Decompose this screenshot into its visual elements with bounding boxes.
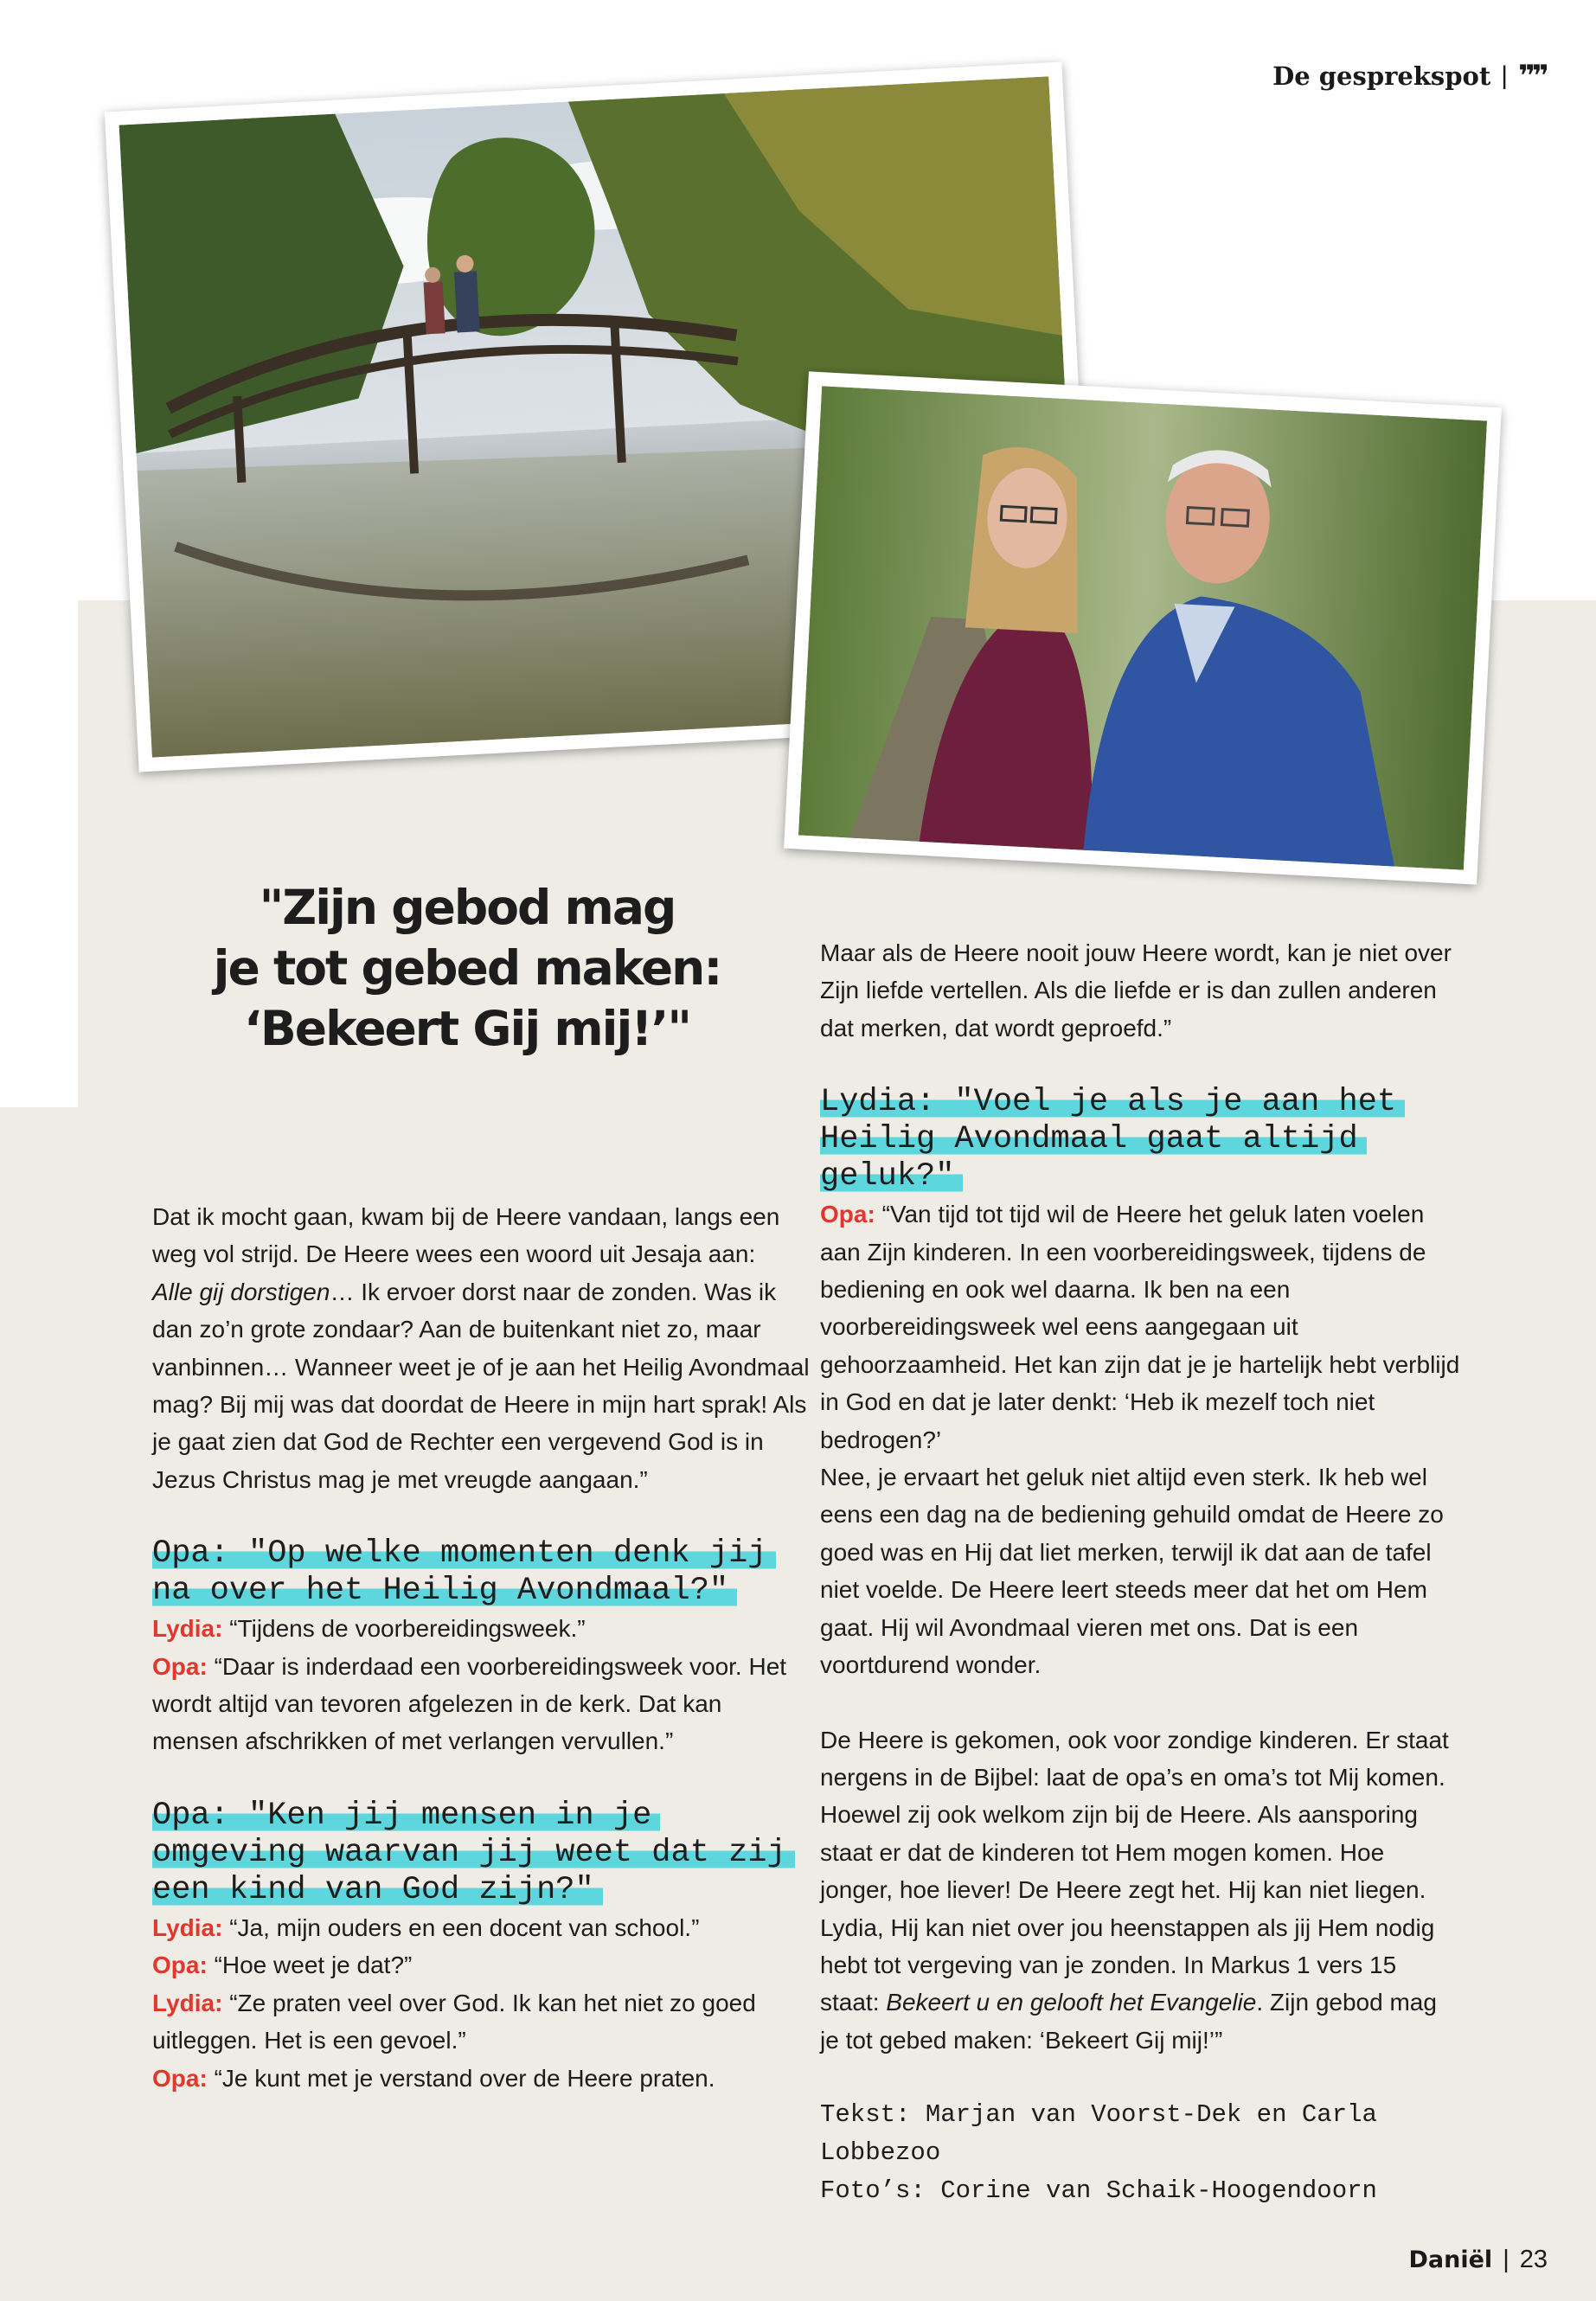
pull-quote-line: "Zijn gebod mag	[249, 877, 686, 938]
answer: Opa: “Daar is inderdaad een voorbereidingsweek voor. Het wordt altijd van tevoren afgelezen in de kerk. Dat kan mensen afschrikken of met verlangen vervullen.”	[152, 1652, 787, 1755]
pull-quote-line: je tot gebed maken:	[203, 938, 732, 998]
section-title: De gesprekspot	[1272, 61, 1491, 91]
page-footer	[1409, 2246, 1548, 2274]
footer-separator: |	[1503, 2246, 1509, 2273]
intro-paragraph: Dat ik mocht gaan, kwam bij de Heere vandaan, langs een weg vol strijd. De Heere wees een woord uit Jesaja aan: Alle gij dorstigen… Ik ervoer dorst naar de zonden. Was ik dan zo’n grote zondaar? Aan de buitenkant niet zo, maar vanbinnen… Wanneer weet je of je aan het Heilig Avondmaal mag? Bij mij was dat doordat de Heere in mijn hart sprak! Als je gaat zien dat God de Rechter een vergevend God is in Jezus Christus mag je met vreugde aangaan.”	[152, 1203, 810, 1493]
quote-reference: Alle gij dorstigen	[152, 1278, 330, 1305]
speaker-label: Opa:	[152, 1652, 208, 1680]
speaker-label: Opa:	[152, 1952, 208, 1979]
magazine-name: Daniël	[1408, 2247, 1493, 2273]
answer: Opa: “Hoe weet je dat?”	[152, 1952, 413, 1979]
credit-text: Tekst: Marjan van Voorst-Dek en Carla Lobbezoo	[820, 2100, 1377, 2168]
question-1: Opa: "Op welke momenten denk jij na over het Heilig Avondmaal?"	[152, 1535, 810, 1610]
page-number: 23	[1519, 2246, 1548, 2273]
closing-paragraph: De Heere is gekomen, ook voor zondige kinderen. Er staat nergens in de Bijbel: laat de opa’s en oma’s tot Mij komen. Hoewel zij ook welkom zijn bij de Heere. Als aansporing staat er dat de kinderen tot Hem mogen komen. Hoe jonger, hoe liever! De Heere zegt het. Hij kan niet liegen. Lydia, Hij kan niet over jou heenstappen als jij Hem nodig hebt tot vergeving van je zonden. In Markus 1 vers 15 staat: Bekeert u en gelooft het Evangelie. Zijn gebod mag je tot gebed maken: ‘Bekeert Gij mij!’”	[820, 1726, 1449, 2054]
section-header	[1272, 59, 1546, 93]
speaker-label: Opa:	[820, 1201, 875, 1228]
answer-continued: Nee, je ervaart het geluk niet altijd even sterk. Ik heb wel eens een dag na de bediening gehuild omdat de Heere zo goed was en Hij dat liet merken, terwijl ik dat aan de tafel niet voelde. De Heere leert steeds meer dat het om Hem gaat. Hij wil Avondmaal vieren met ons. Dat is een voortdurend wonder.	[820, 1464, 1444, 1679]
speaker-label: Lydia:	[152, 1989, 223, 2016]
question-2: Opa: "Ken jij mensen in je omgeving waarvan jij weet dat zij een kind van God zijn?"	[152, 1798, 810, 1909]
pull-quote	[164, 877, 770, 1059]
speaker-label: Lydia:	[152, 1913, 223, 1941]
speaker-label: Lydia:	[152, 1615, 223, 1643]
question-3: Lydia: "Voel je als je aan het Heilig Avondmaal gaat altijd geluk?"	[820, 1084, 1460, 1195]
right-column	[820, 934, 1460, 2210]
pull-quote-line: ‘Bekeert Gij mij!’"	[234, 998, 701, 1059]
answer: Lydia: “Ja, mijn ouders en een docent van school.”	[152, 1913, 700, 1941]
answer: Lydia: “Tijdens de voorbereidingsweek.”	[152, 1615, 586, 1643]
left-column	[152, 1198, 810, 2097]
answer: Opa: “Van tijd tot tijd wil de Heere het geluk laten voelen aan Zijn kinderen. In een voorbereidingsweek, tijdens de bediening en ook wel daarna. Ik ben na een voorbereidingsweek wel eens aangegaan uit gehoorzaamheid. Het kan zijn dat je je hartelijk hebt verblijd in God en dat je later denkt: ‘Heb ik mezelf toch niet bedrogen?’	[820, 1201, 1460, 1453]
answer: Opa: “Je kunt met je verstand over de Heere praten.	[152, 2064, 715, 2092]
quote-icon: ❞❞	[1518, 59, 1546, 93]
credits	[820, 2096, 1460, 2210]
credit-photo: Foto’s: Corine van Schaik-Hoogendoorn	[820, 2176, 1377, 2206]
photo-portrait	[784, 371, 1502, 884]
scripture-reference: Bekeert u en gelooft het Evangelie	[886, 1989, 1257, 2016]
speaker-label: Opa:	[152, 2064, 208, 2092]
right-intro-paragraph: Maar als de Heere nooit jouw Heere wordt, kan je niet over Zijn liefde vertellen. Als die liefde er is dan zullen anderen dat merken, dat wordt geproefd.”	[820, 939, 1452, 1042]
answer: Lydia: “Ze praten veel over God. Ik kan het niet zo goed uitleggen. Het is een gevoel.”	[152, 1989, 756, 2054]
header-separator: |	[1501, 61, 1509, 90]
